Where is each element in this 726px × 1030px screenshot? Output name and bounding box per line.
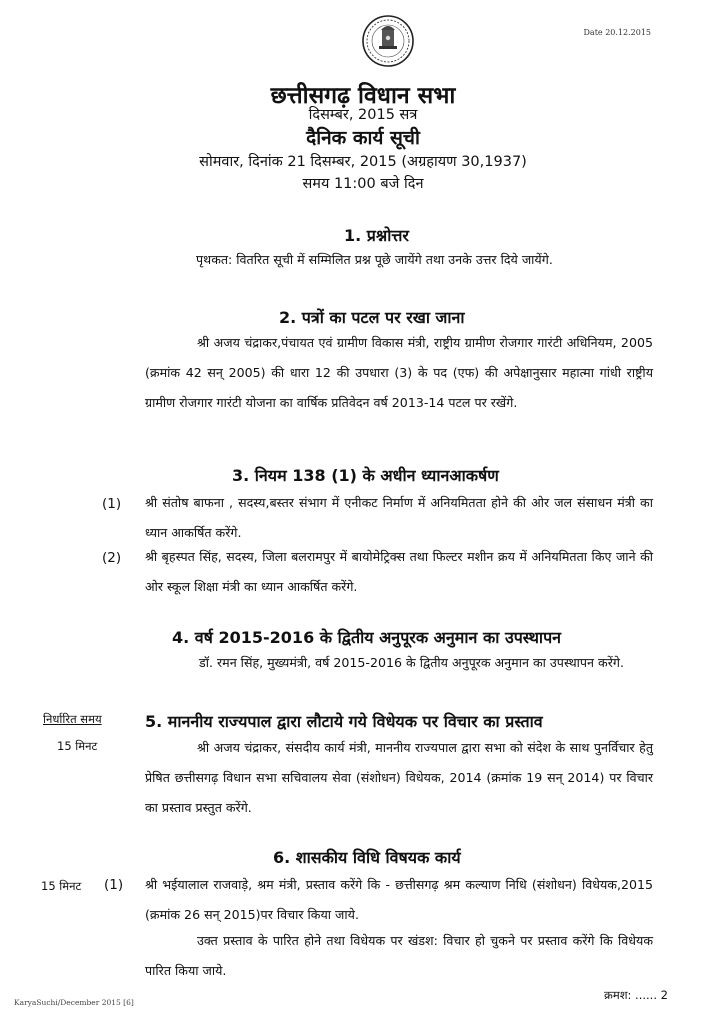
section-5-text [145, 733, 653, 823]
agenda-title: दैनिक कार्य सूची [306, 127, 420, 149]
section-4-heading: 4. वर्ष 2015-2016 के द्वितीय अनुपूरक अनुमान का उपस्थापन [172, 628, 562, 647]
date-stamp: Date 20.12.2015 [583, 28, 651, 37]
time-line: समय 11:00 बजे दिन [302, 176, 424, 192]
section-3-heading: 3. नियम 138 (1) के अधीन ध्यानआकर्षण [232, 466, 499, 485]
session-line: दिसम्बर, 2015 सत्र [308, 107, 418, 123]
section-2-text [145, 328, 653, 418]
section-6-text: श्री भईयालाल राजवाड़े, श्रम मंत्री, प्रस्ताव करेंगे कि - छत्तीसगढ़ श्रम कल्याण निधि (संशोधन) विधेयक,2015 (क्रमांक 26 सन् 2015)पर विचार किया जाये. [145, 877, 653, 922]
scheduled-time-label: निर्धारित समय [43, 712, 102, 726]
section-6-heading: 6. शासकीय विधि विषयक कार्य [273, 848, 461, 867]
date-line: सोमवार, दिनांक 21 दिसम्बर, 2015 (अग्रहायण 30,1937) [199, 154, 527, 170]
section-3-item-1-number: (1) [102, 496, 122, 512]
section-6-text-2 [145, 926, 653, 986]
section-2-heading: 2. पत्रों का पटल पर रखा जाना [279, 308, 465, 327]
section-5-time: 15 मिनट [57, 739, 98, 753]
section-3-item-1-text: श्री संतोष बाफना , सदस्य,बस्तर संभाग में एनीकट निर्माण में अनियमितता होने की ओर जल संसाधन मंत्री का ध्यान आकर्षित करेंगे. [145, 495, 653, 540]
section-4-text: डॉ. रमन सिंह, मुख्यमंत्री, वर्ष 2015-2016 के द्वितीय अनुपूरक अनुमान का उपस्थापन करेंगे. [199, 655, 624, 670]
section-5-heading: 5. माननीय राज्यपाल द्वारा लौटाये गये विधेयक पर विचार का प्रस्ताव [145, 712, 543, 731]
section-6-text-2-content: उक्त प्रस्ताव के पारित होने तथा विधेयक पर खंडश: विचार हो चुकने पर प्रस्ताव करेंगे कि विधेयक पारित किया जाये. [145, 933, 653, 978]
section-3-item-2-number: (2) [102, 550, 122, 566]
section-6-item-number: (1) [104, 877, 124, 893]
section-2-text-content: श्री अजय चंद्राकर,पंचायत एवं ग्रामीण विकास मंत्री, राष्ट्रीय ग्रामीण रोजगार गारंटी अधिनियम, 2005 (क्रमांक 42 सन् 2005) की धारा 12 की उपधारा (3) के पद (एफ) की अपेक्षानुसार महात्मा गांधी राष्ट्रीय ग्रामीण रोजगार गारंटी योजना का वार्षिक प्रतिवेदन वर्ष 2013-14 पटल पर रखेंगे. [145, 335, 653, 410]
section-1-heading: 1. प्रश्नोत्तर [344, 226, 409, 245]
section-6-time: 15 मिनट [41, 879, 82, 893]
section-3-item-2-text: श्री बृहस्पत सिंह, सदस्य, जिला बलरामपुर में बायोमेट्रिक्स तथा फिल्टर मशीन क्रय में अनियमितता किए जाने की ओर स्कूल शिक्षा मंत्री का ध्यान आकर्षित करेंगे. [145, 549, 653, 594]
assembly-emblem-icon [361, 14, 415, 68]
page-title: छत्तीसगढ़ विधान सभा [270, 83, 456, 109]
continued-marker: क्रमश: ...... 2 [604, 988, 668, 1002]
section-5-text-content: श्री अजय चंद्राकर, संसदीय कार्य मंत्री, माननीय राज्यपाल द्वारा सभा को संदेश के साथ पुनर्विचार हेतु प्रेषित छत्तीसगढ़ विधान सभा सचिवालय सेवा (संशोधन) विधेयक, 2014 (क्रमांक 19 सन् 2014) पर विचार का प्रस्ताव प्रस्तुत करेंगे. [145, 740, 653, 815]
section-1-text: पृथकत: वितरित सूची में सम्मिलित प्रश्न पूछे जायेंगे तथा उनके उत्तर दिये जायेंगे. [196, 252, 553, 267]
file-reference: KaryaSuchi/December 2015 [6] [14, 998, 134, 1007]
